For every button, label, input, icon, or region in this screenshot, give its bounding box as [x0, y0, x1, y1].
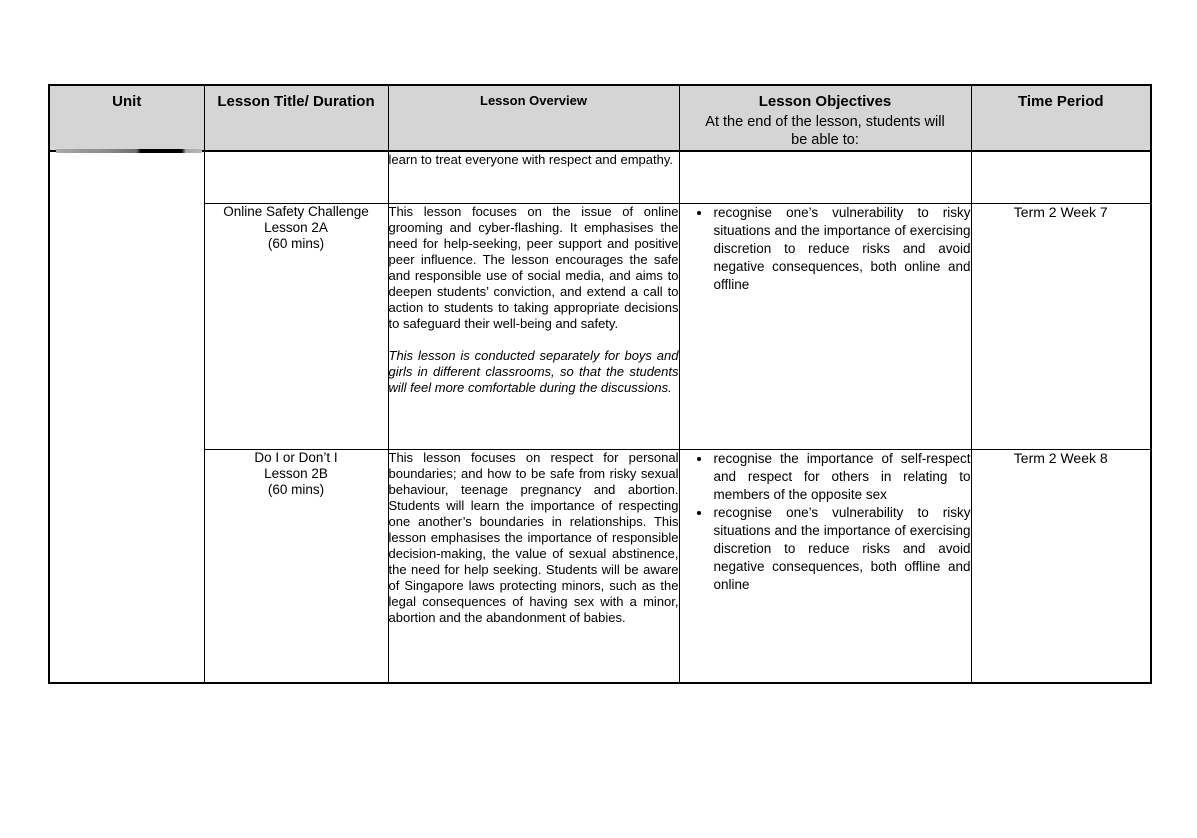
cell-objectives-lesson-2a	[679, 203, 971, 449]
cell-title-lesson-2b	[204, 449, 388, 683]
header-cell-lesson-title-duration: Lesson Title/ Duration	[204, 85, 388, 151]
cell-overview-lesson-2b	[388, 449, 679, 683]
lesson-title-line: Online Safety Challenge	[223, 203, 369, 219]
lesson-plan-table	[48, 84, 1152, 684]
cell-unit-merged	[49, 151, 204, 683]
cell-objectives-lesson-2b	[679, 449, 971, 683]
cell-overview-lesson-2a	[388, 203, 679, 449]
overview-text-lesson-2a: This lesson focuses on the issue of online grooming and cyber-flashing. It emphasises the need for help-seeking, peer support and positive peer influence. The lesson encourages the safe and responsible use of social media, and aims to deepen students’ conviction, and extend a call to action to students to taking appropriate decisions to safeguard their well-being and safety.	[388, 203, 679, 331]
table-row-lesson-2b	[49, 449, 1151, 683]
cell-time-lesson-2a: Term 2 Week 7	[971, 203, 1151, 449]
overview-note-lesson-2a: This lesson is conducted separately for boys and girls in different classrooms, so that the students will feel more comfortable during the discussions.	[388, 347, 679, 395]
table-row-continuation	[49, 151, 1151, 203]
lesson-title-line: Do I or Don’t I	[254, 449, 338, 465]
header-cell-time-period: Time Period	[971, 85, 1151, 151]
header-cell-lesson-overview: Lesson Overview	[388, 85, 679, 151]
cell-overview-row1	[388, 151, 679, 203]
cell-title-row1	[204, 151, 388, 203]
lesson-duration-line: (60 mins)	[267, 481, 325, 497]
lesson-objectives-subtitle: At the end of the lesson, students will be able to:	[705, 114, 945, 148]
scan-artifact-line	[56, 149, 202, 153]
objective-item: • recognise the importance of self-respect and respect for others in relating to members of the opposite sex	[712, 450, 971, 504]
cell-title-lesson-2a	[204, 203, 388, 449]
cell-objectives-row1	[679, 151, 971, 203]
overview-text-row1: learn to treat everyone with respect and empathy.	[388, 152, 673, 167]
lesson-duration-line: (60 mins)	[267, 235, 325, 251]
header-row	[49, 85, 1151, 151]
cell-time-row1	[971, 151, 1151, 203]
objectives-list	[680, 204, 971, 294]
lesson-objectives-title: Lesson Objectives	[758, 93, 892, 110]
objective-item: • recognise one’s vulnerability to risky situations and the importance of exercising discretion to reduce risks and avoid negative consequences, both online and offline	[712, 204, 971, 294]
table-row-lesson-2a	[49, 203, 1151, 449]
header-cell-lesson-objectives	[679, 85, 971, 151]
lesson-number-line: Lesson 2B	[264, 465, 328, 481]
objectives-list	[680, 450, 971, 594]
objective-item: • recognise one’s vulnerability to risky situations and the importance of exercising discretion to reduce risks and avoid negative consequences, both offline and online	[712, 504, 971, 594]
lesson-number-line: Lesson 2A	[264, 219, 328, 235]
overview-text-lesson-2b: This lesson focuses on respect for personal boundaries; and how to be safe from risky sexual behaviour, teenage pregnancy and abortion. Students will learn the importance of respecting one another’s boundaries in relationships. This lesson emphasises the importance of responsible decision-making, the value of sexual abstinence, the need for help seeking. Students will be aware of Singapore laws protecting minors, such as the legal consequences of having sex with a minor, abortion and the abandonment of babies.	[388, 449, 679, 625]
header-cell-unit: Unit	[49, 85, 204, 151]
cell-time-lesson-2b: Term 2 Week 8	[971, 449, 1151, 683]
